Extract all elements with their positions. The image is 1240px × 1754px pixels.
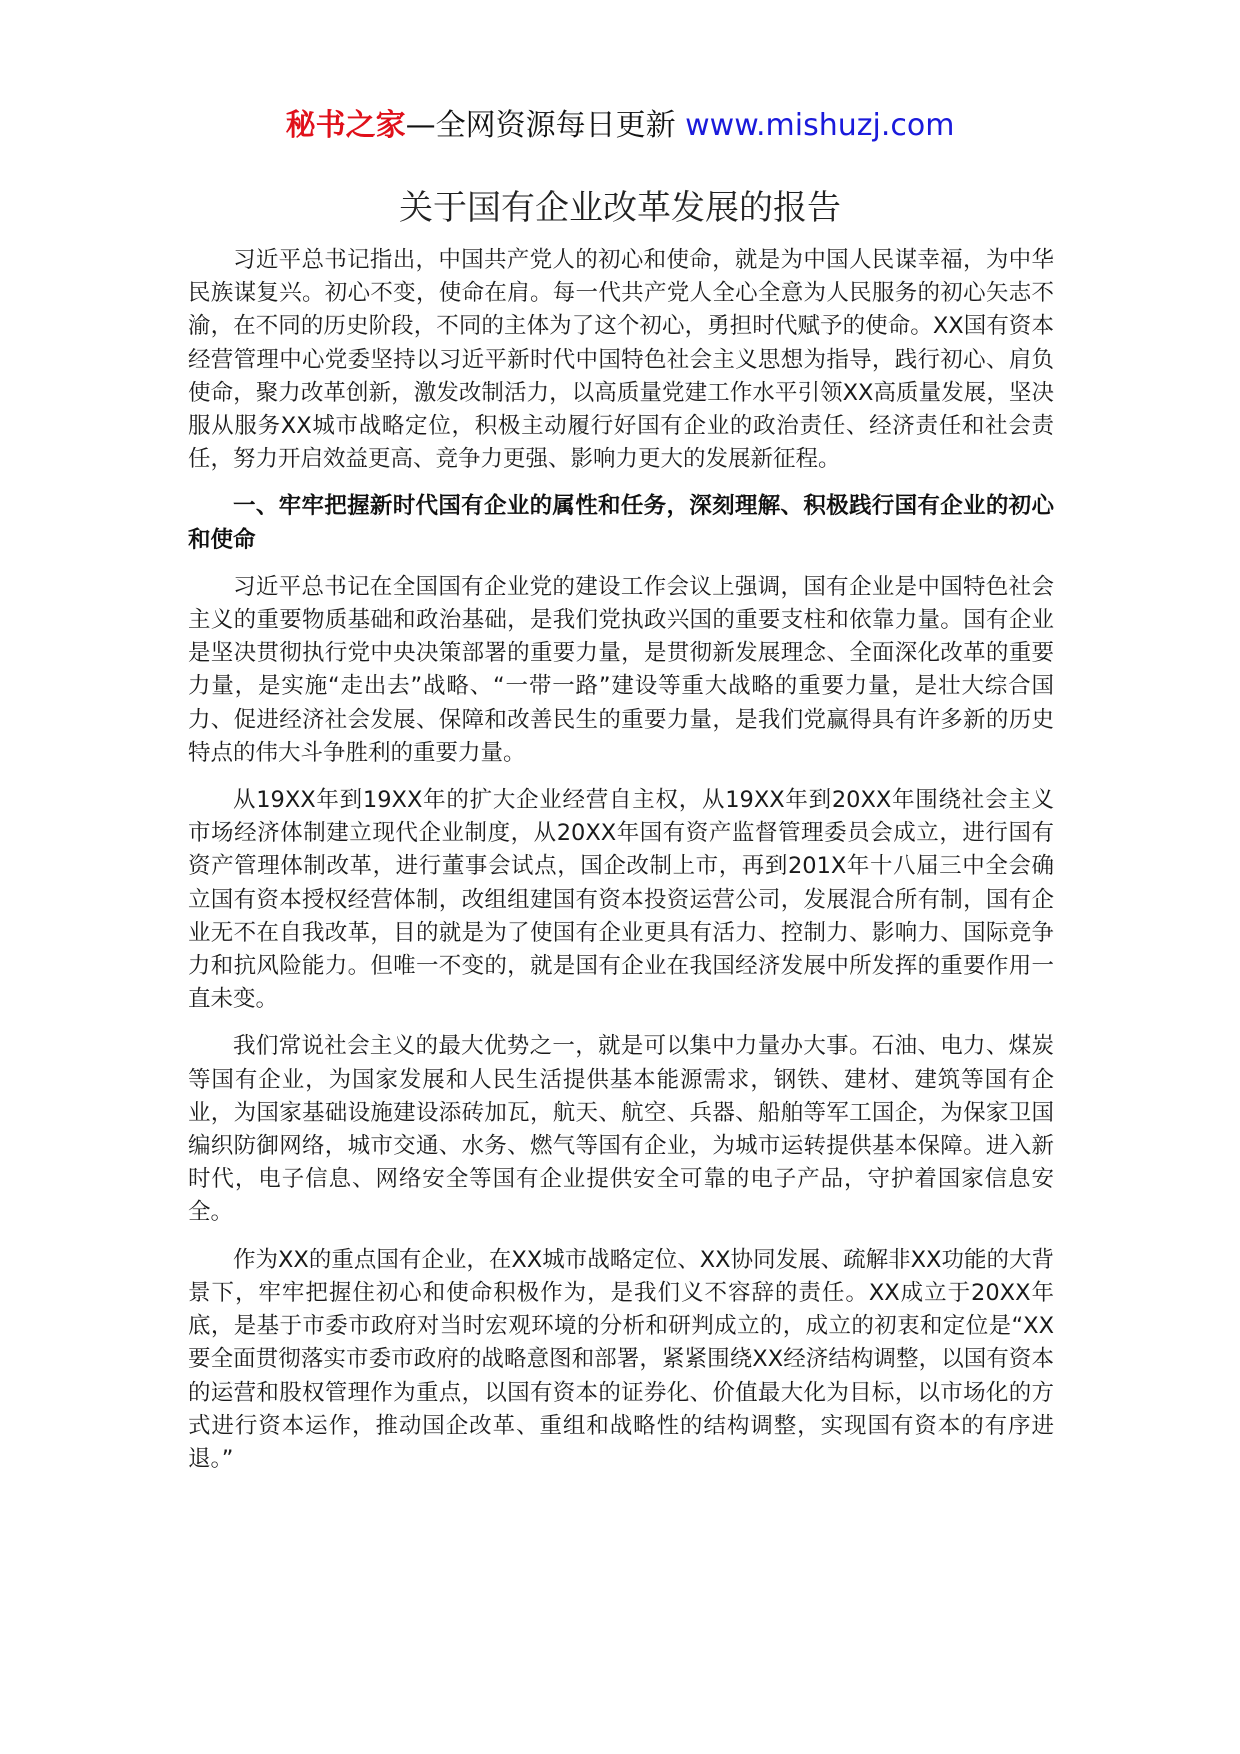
paragraph-socialist-advantage: 我们常说社会主义的最大优势之一，就是可以集中力量办大事。石油、电力、煤炭等国有企业，为国家发展和人民生活提供基本能源需求，钢铁、建材、建筑等国有企业，为国家基础设施建设添砖加瓦，航天、航空、兵器、船舶等军工国企，为保家卫国编织防御网络，城市交通、水务、燃气等国有企业，为城市运转提供基本保障。进入新时代，电子信息、网络安全等国有企业提供安全可靠的电子产品，守护着国家信息安全。 <box>188 1033 1054 1226</box>
site-url-link[interactable]: www.mishuzj.com <box>685 108 955 143</box>
section-heading-1: 一、牢牢把握新时代国有企业的属性和任务，深刻理解、积极践行国有企业的初心和使命 <box>188 493 1054 553</box>
site-header <box>0 104 1240 148</box>
site-tagline: —全网资源每日更新 <box>405 108 686 143</box>
paragraph-soe-role: 习近平总书记在全国国有企业党的建设工作会议上强调，国有企业是中国特色社会主义的重要物质基础和政治基础，是我们党执政兴国的重要支柱和依靠力量。国有企业是坚决贯彻执行党中央决策部署的重要力量，是贯彻新发展理念、全面深化改革的重要力量，是实施“走出去”战略、“一带一路”建设等重大战略的重要力量，是壮大综合国力、促进经济社会发展、保障和改善民生的重要力量，是我们党赢得具有许多新的历史特点的伟大斗争胜利的重要力量。 <box>188 573 1054 766</box>
document-title: 关于国有企业改革发展的报告 <box>399 188 841 228</box>
document-body <box>188 244 1054 1490</box>
paragraph-reform-history: 从19XX年到19XX年的扩大企业经营自主权，从19XX年到20XX年围绕社会主义市场经济体制建立现代企业制度，从20XX年国有资产监督管理委员会成立，进行国有资产管理体制改革，进行董事会试点，国企改制上市，再到201X年十八届三中全会确立国有资本授权经营体制，改组组建国有资本投资运营公司，发展混合所有制，国有企业无不在自我改革，目的就是为了使国有企业更具有活力、控制力、影响力、国际竞争力和抗风险能力。但唯一不变的，就是国有企业在我国经济发展中所发挥的重要作用一直未变。 <box>188 787 1054 1013</box>
paragraph-intro: 习近平总书记指出，中国共产党人的初心和使命，就是为中国人民谋幸福，为中华民族谋复兴。初心不变，使命在肩。每一代共产党人全心全意为人民服务的初心矢志不渝，在不同的历史阶段，不同的主体为了这个初心，勇担时代赋予的使命。XX国有资本经营管理中心党委坚持以习近平新时代中国特色社会主义思想为指导，践行初心、肩负使命，聚力改革创新，激发改制活力，以高质量党建工作水平引领XX高质量发展，坚决服从服务XX城市战略定位，积极主动履行好国有企业的政治责任、经济责任和社会责任，努力开启效益更高、竞争力更强、影响力更大的发展新征程。 <box>188 247 1054 473</box>
brand-name: 秘书之家 <box>285 108 406 143</box>
paragraph-xx-mission: 作为XX的重点国有企业，在XX城市战略定位、XX协同发展、疏解非XX功能的大背景下，牢牢把握住初心和使命积极作为，是我们义不容辞的责任。XX成立于20XX年底，是基于市委市政府对当时宏观环境的分析和研判成立的，成立的初衷和定位是“XX要全面贯彻落实市委市政府的战略意图和部署，紧紧围绕XX经济结构调整，以国有资本的运营和股权管理作为重点，以国有资本的证券化、价值最大化为目标，以市场化的方式进行资本运作，推动国企改革、重组和战略性的结构调整，实现国有资本的有序进退。” <box>188 1246 1054 1472</box>
